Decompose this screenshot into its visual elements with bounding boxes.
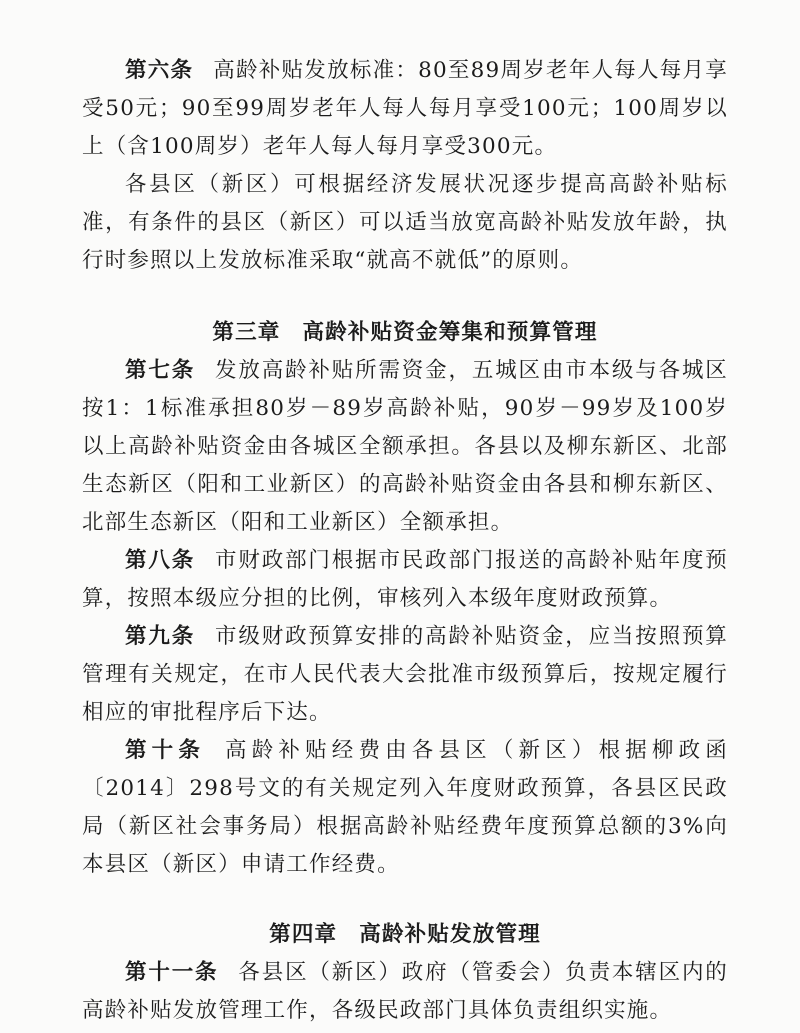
chapter-number: 第四章: [269, 922, 338, 947]
article-text: 高龄补贴发放标准：80至89周岁老年人每人每月享受50元；90至99周岁老年人每人每月享受100元；100周岁以上（含100周岁）老年人每人每月享受300元。: [82, 58, 728, 159]
chapter-title: 高龄补贴发放管理: [359, 922, 541, 947]
article-text: 发放高龄补贴所需资金，五城区由市本级与各城区按1：1标准承担80岁－89岁高龄补贴，90岁－99岁及100岁以上高龄补贴资金由各城区全额承担。各县以及柳东新区、北部生态新区（阳和工业新区）的高龄补贴资金由各县和柳东新区、北部生态新区（阳和工业新区）全额承担。: [82, 358, 728, 535]
article-6-paragraph-2: [82, 166, 728, 280]
article-label: 第十条: [125, 738, 206, 763]
chapter-number: 第三章: [212, 320, 281, 345]
article-text: 各县区（新区）可根据经济发展状况逐步提高高龄补贴标准，有条件的县区（新区）可以适当放宽高龄补贴发放年龄，执行时参照以上发放标准采取“就高不就低”的原则。: [82, 172, 728, 273]
article-label: 第七条: [125, 358, 196, 383]
article-8: [82, 542, 728, 618]
chapter-4-heading: [82, 916, 728, 954]
article-10: [82, 732, 728, 884]
article-text: 各县区（新区）政府（管委会）负责本辖区内的高龄补贴发放管理工作，各级民政部门具体负责组织实施。: [82, 960, 728, 1023]
article-text: 市级财政预算安排的高龄补贴资金，应当按照预算管理有关规定，在市人民代表大会批准市级预算后，按规定履行相应的审批程序后下达。: [82, 624, 728, 725]
article-label: 第八条: [125, 548, 196, 573]
chapter-3-heading: [82, 314, 728, 352]
article-label: 第十一条: [125, 960, 219, 985]
article-label: 第九条: [125, 624, 196, 649]
article-6: [82, 52, 728, 166]
article-9: [82, 618, 728, 732]
article-text: 市财政部门根据市民政部门报送的高龄补贴年度预算，按照本级应分担的比例，审核列入本级年度财政预算。: [82, 548, 728, 611]
article-11: [82, 954, 728, 1030]
article-text: 高龄补贴经费由各县区（新区）根据柳政函〔2014〕298号文的有关规定列入年度财政预算，各县区民政局（新区社会事务局）根据高龄补贴经费年度预算总额的3%向本县区（新区）申请工作经费。: [82, 738, 728, 877]
article-label: 第六条: [125, 58, 194, 83]
chapter-title: 高龄补贴资金筹集和预算管理: [302, 320, 598, 345]
article-7: [82, 352, 728, 542]
